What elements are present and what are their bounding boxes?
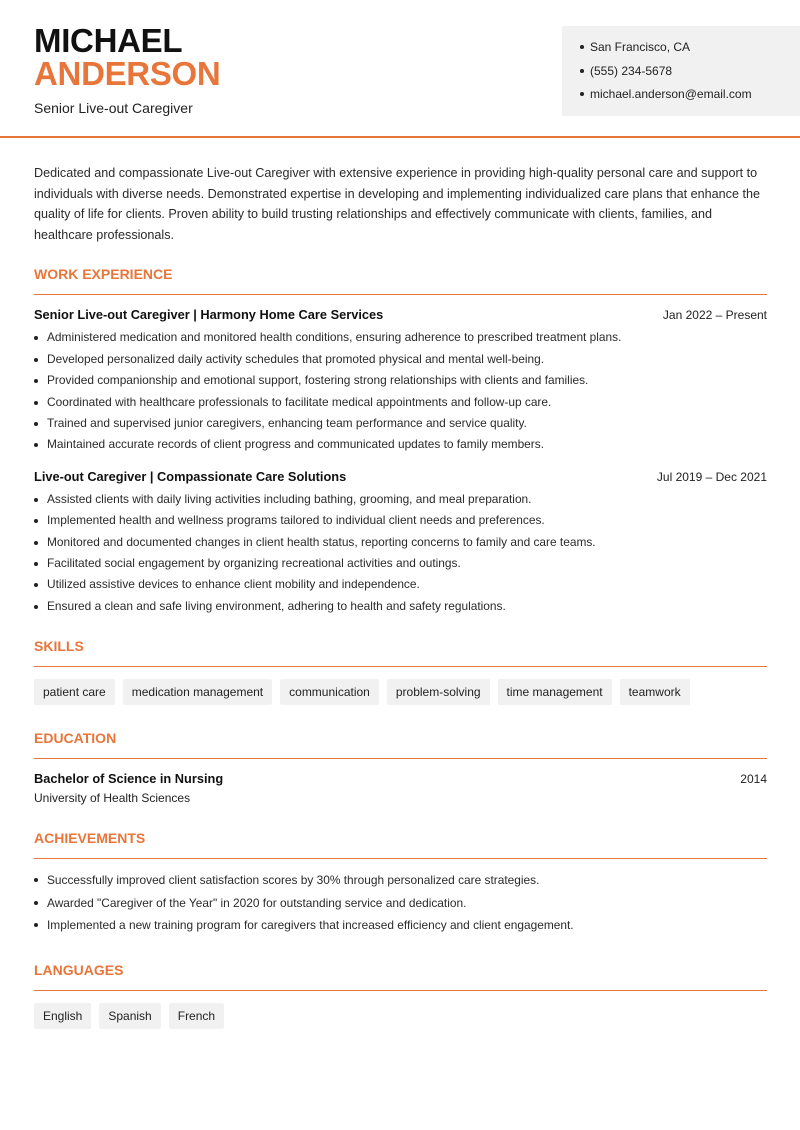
resume-header bbox=[0, 0, 800, 138]
job-entry-title: Senior Live-out Caregiver | Harmony Home Care Services bbox=[34, 307, 384, 323]
job-entry-title: Live-out Caregiver | Compassionate Care Solutions bbox=[34, 468, 347, 484]
contact-location-text: San Francisco, CA bbox=[590, 40, 691, 54]
list-item: Coordinated with healthcare professionals to facilitate medical appointments and follow-up care. bbox=[34, 392, 767, 413]
last-name: ANDERSON bbox=[34, 55, 221, 92]
achievements-section bbox=[34, 829, 767, 937]
contact-box bbox=[562, 26, 800, 116]
contact-location bbox=[580, 39, 800, 63]
section-title: SKILLS bbox=[34, 638, 84, 655]
candidate-name bbox=[34, 24, 220, 90]
bullet-icon bbox=[34, 541, 38, 545]
degree: Bachelor of Science in Nursing bbox=[34, 771, 224, 787]
bullet-icon bbox=[580, 69, 584, 73]
list-item: Assisted clients with daily living activities including bathing, grooming, and meal preparation. bbox=[34, 489, 767, 510]
list-item: Facilitated social engagement by organizing recreational activities and outings. bbox=[34, 553, 767, 574]
resume-body bbox=[34, 163, 767, 1029]
section-title: EDUCATION bbox=[34, 730, 117, 747]
school-name: University of Health Sciences bbox=[34, 791, 191, 806]
section-divider bbox=[34, 858, 767, 859]
skill-chip: patient care bbox=[34, 679, 115, 705]
list-item: Monitored and documented changes in client health status, reporting concerns to family and care teams. bbox=[34, 532, 767, 553]
list-item: Utilized assistive devices to enhance client mobility and independence. bbox=[34, 574, 767, 595]
bullet-icon bbox=[34, 401, 38, 405]
bullet-icon bbox=[34, 901, 38, 905]
skill-chip: teamwork bbox=[620, 679, 690, 705]
skill-chip: problem-solving bbox=[387, 679, 490, 705]
job-bullets bbox=[34, 489, 767, 617]
list-item: Provided companionship and emotional support, fostering strong relationships with clients and families. bbox=[34, 370, 767, 391]
list-item: Maintained accurate records of client progress and communicated updates to family members. bbox=[34, 434, 767, 455]
list-item: Ensured a clean and safe living environment, adhering to health and safety regulations. bbox=[34, 596, 767, 617]
skill-chip: medication management bbox=[123, 679, 272, 705]
languages-section bbox=[34, 961, 767, 1029]
bullet-icon bbox=[34, 336, 38, 340]
bullet-icon bbox=[580, 92, 584, 96]
language-chip: English bbox=[34, 1003, 91, 1029]
list-item: Implemented health and wellness programs tailored to individual client needs and preferences. bbox=[34, 510, 767, 531]
skill-chip: communication bbox=[280, 679, 379, 705]
contact-phone bbox=[580, 63, 800, 87]
skill-chip: time management bbox=[498, 679, 612, 705]
bullet-icon bbox=[34, 422, 38, 426]
list-item: Implemented a new training program for caregivers that increased efficiency and client engagement. bbox=[34, 914, 767, 937]
skills-list bbox=[34, 679, 767, 705]
language-chip: French bbox=[169, 1003, 224, 1029]
contact-email bbox=[580, 86, 800, 110]
bullet-icon bbox=[34, 358, 38, 362]
section-title: ACHIEVEMENTS bbox=[34, 830, 146, 847]
bullet-icon bbox=[34, 923, 38, 927]
job-bullets bbox=[34, 327, 767, 455]
list-item: Administered medication and monitored health conditions, ensuring adherence to prescribed treatment plans. bbox=[34, 327, 767, 348]
contact-phone-text: (555) 234-5678 bbox=[590, 63, 673, 78]
bullet-icon bbox=[34, 605, 38, 609]
list-item: Awarded "Caregiver of the Year" in 2020 for outstanding service and dedication. bbox=[34, 892, 767, 915]
bullet-icon bbox=[34, 498, 38, 502]
section-divider bbox=[34, 990, 767, 991]
bullet-icon bbox=[34, 583, 38, 587]
first-name: MICHAEL bbox=[34, 22, 183, 59]
bullet-icon bbox=[34, 443, 38, 447]
skills-section bbox=[34, 637, 767, 705]
section-divider bbox=[34, 758, 767, 759]
job-entry bbox=[34, 307, 767, 455]
summary: Dedicated and compassionate Live-out Caregiver with extensive experience in providing high-quality personal care and support to individuals with diverse needs. Demonstrated expertise in developing and implementing individualized care plans that enhance the quality of life for clients. Proven ability to build trusting relationships and effectively communicate with clients, families, and healthcare professionals. bbox=[34, 166, 760, 242]
education-entry bbox=[34, 771, 767, 805]
bullet-icon bbox=[34, 562, 38, 566]
bullet-icon bbox=[34, 519, 38, 523]
list-item: Developed personalized daily activity schedules that promoted physical and mental well-being. bbox=[34, 349, 767, 370]
list-item: Successfully improved client satisfaction scores by 30% through personalized care strategies. bbox=[34, 869, 767, 892]
bullet-icon bbox=[580, 45, 584, 49]
job-entry-dates: Jan 2022 – Present bbox=[662, 308, 767, 323]
work-experience-section bbox=[34, 265, 767, 617]
job-title: Senior Live-out Caregiver bbox=[34, 100, 193, 116]
job-entry bbox=[34, 469, 767, 617]
section-divider bbox=[34, 666, 767, 667]
section-title: WORK EXPERIENCE bbox=[34, 266, 173, 283]
section-divider bbox=[34, 294, 767, 295]
bullet-icon bbox=[34, 379, 38, 383]
contact-email-text: michael.anderson@email.com bbox=[590, 87, 752, 101]
job-entry-dates: Jul 2019 – Dec 2021 bbox=[656, 469, 767, 484]
education-section bbox=[34, 729, 767, 805]
list-item: Trained and supervised junior caregivers, enhancing team performance and service quality. bbox=[34, 413, 767, 434]
languages-list bbox=[34, 1003, 767, 1029]
achievements-list bbox=[34, 869, 767, 937]
bullet-icon bbox=[34, 878, 38, 882]
graduation-year: 2014 bbox=[740, 772, 767, 787]
section-title: LANGUAGES bbox=[34, 961, 124, 978]
language-chip: Spanish bbox=[99, 1003, 160, 1029]
